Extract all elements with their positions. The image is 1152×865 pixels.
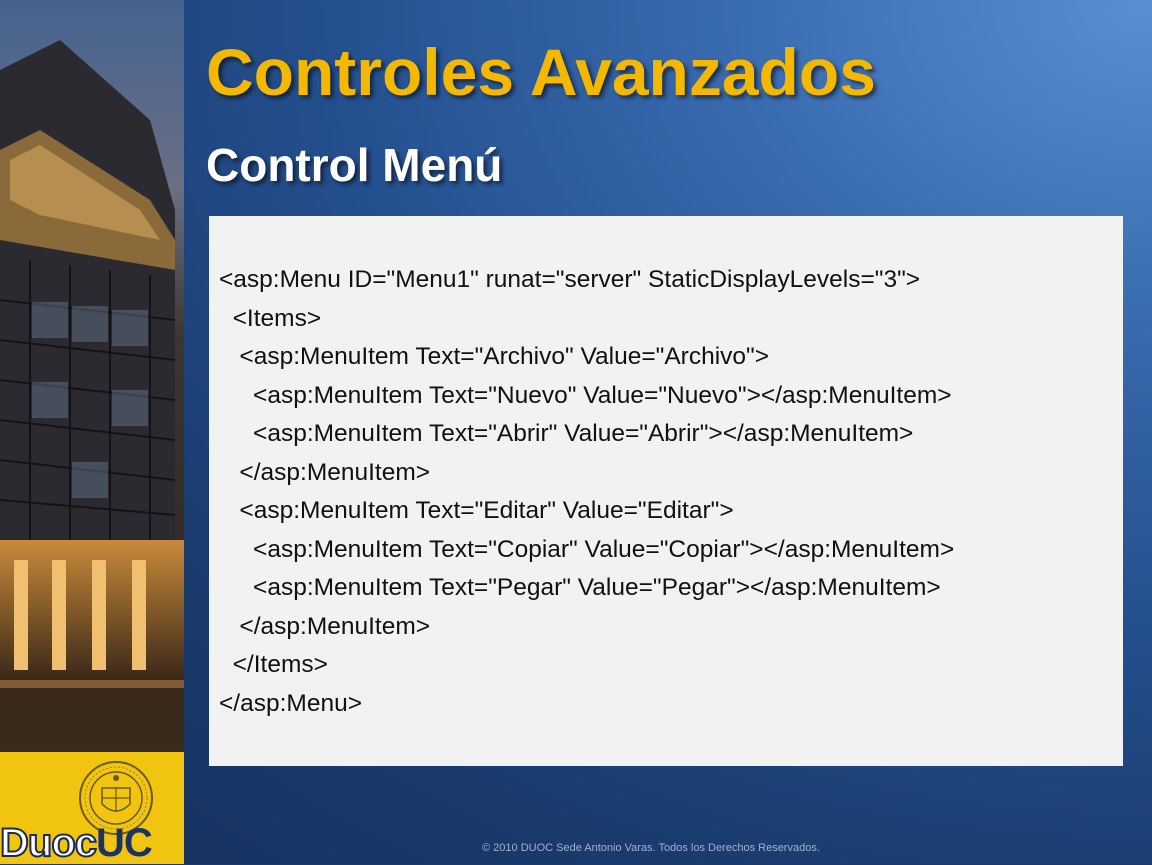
code-line: </asp:MenuItem>: [219, 612, 431, 640]
code-line: </Items>: [219, 651, 328, 678]
code-line: <asp:MenuItem Text="Abrir" Value="Abrir"></asp:MenuItem>: [219, 420, 914, 447]
duocuc-logo: [0, 822, 184, 864]
code-line: <asp:MenuItem Text="Archivo" Value="Archivo">: [219, 343, 770, 370]
code-line: </asp:Menu>: [219, 689, 363, 717]
code-line: <asp:MenuItem Text="Pegar" Value="Pegar"></asp:MenuItem>: [219, 574, 941, 601]
code-line: <asp:MenuItem Text="Editar" Value="Editar">: [219, 497, 734, 524]
brand-duoc: Duoc: [0, 821, 96, 865]
code-line: <asp:MenuItem Text="Nuevo" Value="Nuevo"></asp:MenuItem>: [219, 381, 952, 409]
code-line: <Items>: [219, 304, 322, 332]
building-photo: [0, 0, 184, 752]
building-illustration: [0, 0, 184, 752]
brand-uc: UC: [96, 821, 152, 865]
slide-subtitle: Control Menú: [206, 139, 503, 191]
code-block: [209, 216, 1123, 766]
code-line: </asp:MenuItem>: [219, 458, 431, 486]
footer-copyright: © 2010 DUOC Sede Antonio Varas. Todos los Derechos Reservados.: [482, 842, 820, 854]
code-line: <asp:Menu ID="Menu1" runat="server" StaticDisplayLevels="3">: [219, 266, 921, 293]
slide-title: Controles Avanzados: [206, 35, 876, 109]
code-line: <asp:MenuItem Text="Copiar" Value="Copiar"></asp:MenuItem>: [219, 535, 955, 563]
